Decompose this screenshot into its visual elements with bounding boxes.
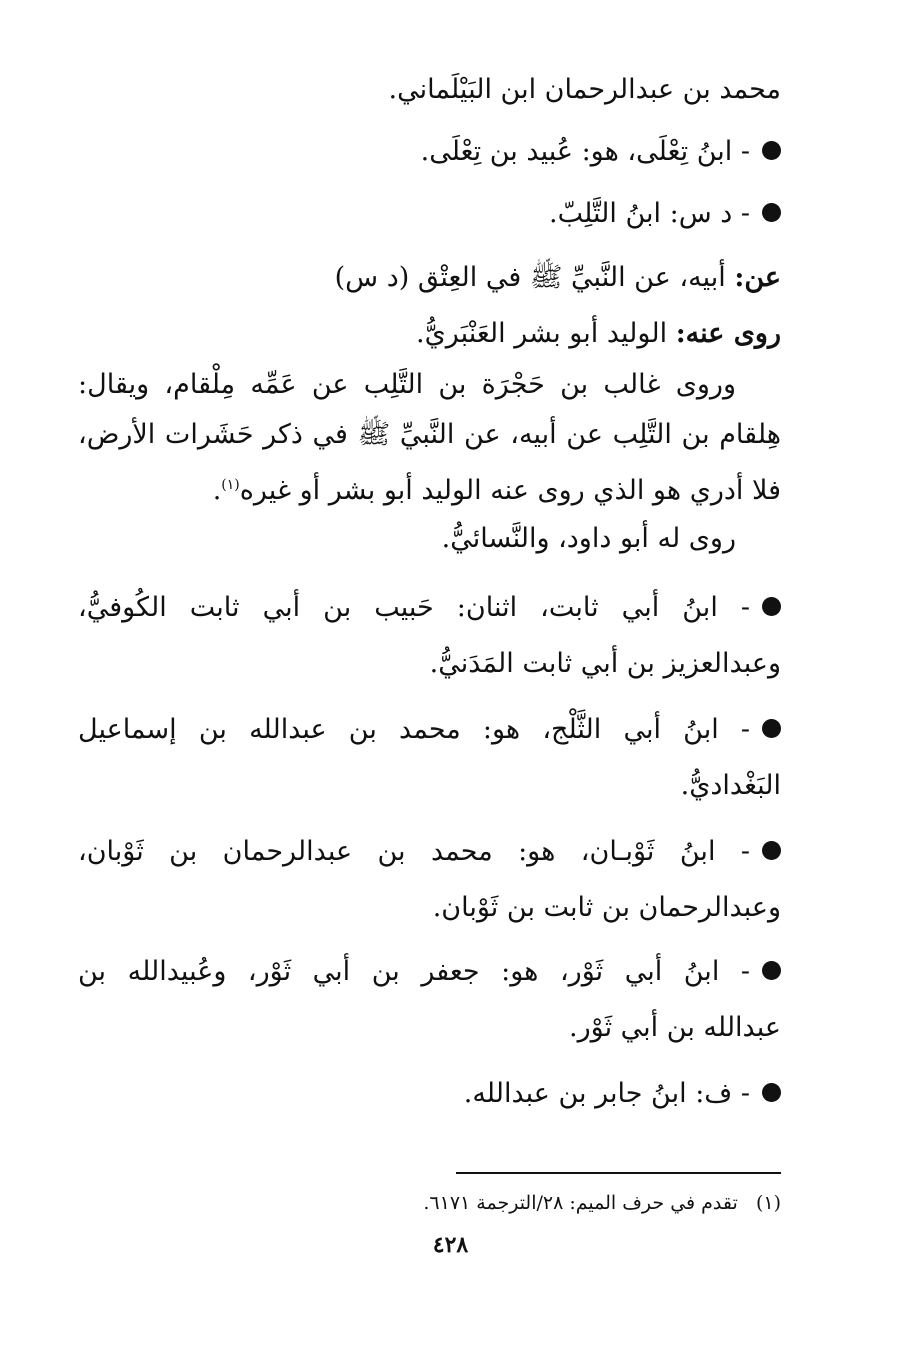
entry-continuation: وعبدالعزيز بن أبي ثابت المَدَنيُّ. bbox=[429, 648, 781, 679]
paragraph-line-1: وروى غالب بن حَجْرَة بن التَّلِب عن عَمِّه مِلْقام، ويقال: bbox=[78, 369, 736, 400]
footnote-separator bbox=[456, 1172, 781, 1174]
bullet-icon bbox=[762, 841, 781, 860]
narrated-from-text: أبيه، عن النَّبيِّ ﷺ في العِتْق (د س) bbox=[334, 262, 726, 293]
entry-ibn-thawban bbox=[78, 824, 781, 880]
footnote bbox=[423, 1188, 781, 1218]
entry-continuation: البَغْداديُّ. bbox=[680, 770, 781, 801]
entry-text: - ابنُ أبي ثَوْر، هو: جعفر بن أبي ثَوْر، وعُبيدالله بن bbox=[78, 956, 750, 987]
bullet-icon bbox=[762, 597, 781, 616]
page-number: ٤٢٨ bbox=[432, 1232, 469, 1258]
entry-text: - ابنُ تِعْلَى، هو: عُبيد بن تِعْلَى. bbox=[420, 136, 750, 167]
bullet-icon bbox=[762, 961, 781, 980]
entry-ibn-abi-al-thalj bbox=[78, 702, 781, 758]
paragraph-line-4: روى له أبو داود، والنَّسائيُّ. bbox=[441, 523, 736, 554]
bullet-icon bbox=[762, 719, 781, 738]
paragraph-text: فلا أدري هو الذي روى عنه الوليد أبو بشر أو غيره bbox=[239, 475, 781, 506]
entry-text: - ف: ابنُ جابر بن عبدالله. bbox=[463, 1078, 750, 1109]
paragraph-line-2: هِلقام بن التَّلِب عن أبيه، عن النَّبيِّ ﷺ في ذكر حَشَرات الأرض، bbox=[78, 419, 781, 450]
entry-text: - ابنُ أبي ثابت، اثنان: حَبيب بن أبي ثابت الكُوفيُّ، bbox=[78, 592, 750, 623]
entry-ibn-tila bbox=[78, 124, 781, 180]
footnote-number: (١) bbox=[755, 1192, 781, 1214]
narrated-from-label: عن: bbox=[734, 262, 781, 293]
footnote-text: تقدم في حرف الميم: ٢٨/الترجمة ٦١٧١. bbox=[423, 1192, 738, 1214]
bullet-icon bbox=[762, 1083, 781, 1102]
text-line-1: محمد بن عبدالرحمان ابن البَيْلَماني. bbox=[388, 74, 781, 105]
bullet-icon bbox=[762, 141, 781, 160]
entry-ibn-al-talib bbox=[78, 186, 781, 242]
entry-ibn-abi-thawr bbox=[78, 944, 781, 1000]
bullet-icon bbox=[762, 203, 781, 222]
narrated-by-line bbox=[78, 306, 781, 362]
entry-text: - ابنُ أبي الثَّلْج، هو: محمد بن عبدالله بن إسماعيل bbox=[78, 714, 750, 745]
narrated-by-text: الوليد أبو بشر العَنْبَريُّ. bbox=[415, 318, 668, 349]
footnote-ref: (١) bbox=[221, 477, 240, 493]
paragraph-end: . bbox=[212, 475, 222, 506]
entry-text: - ابنُ ثَوْبـان، هو: محمد بن عبدالرحمان بن ثَوْبان، bbox=[78, 836, 750, 867]
paragraph-line-3 bbox=[78, 462, 781, 514]
entry-ibn-abi-thabit bbox=[78, 580, 781, 636]
entry-text: - د س: ابنُ التَّلِبّ. bbox=[548, 198, 750, 229]
entry-ibn-jabir bbox=[78, 1066, 781, 1122]
narrated-from-line bbox=[78, 250, 781, 306]
narrated-by-label: روى عنه: bbox=[675, 318, 781, 349]
entry-continuation: عبدالله بن أبي ثَوْر. bbox=[569, 1012, 781, 1043]
entry-continuation: وعبدالرحمان بن ثابت بن ثَوْبان. bbox=[432, 892, 781, 923]
